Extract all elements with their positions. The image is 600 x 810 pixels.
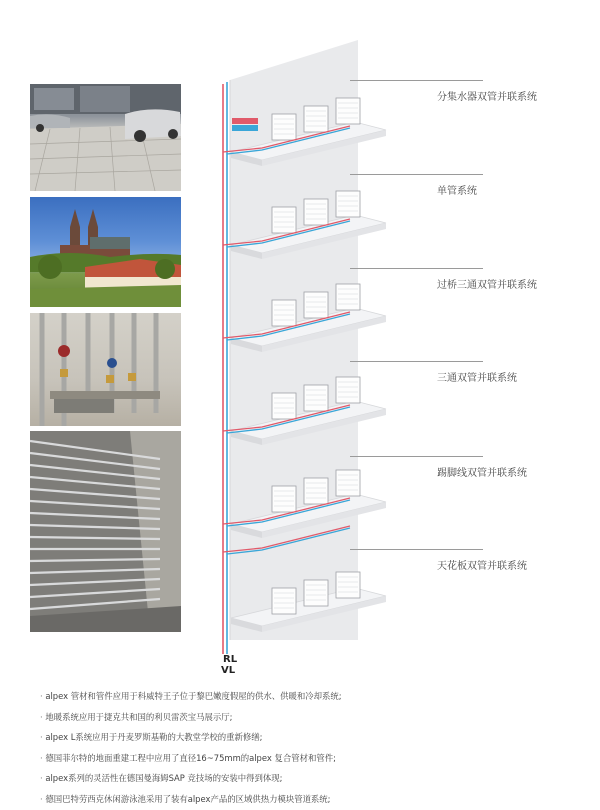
- manifold-supply-bar: [232, 118, 258, 124]
- radiator: [304, 478, 328, 504]
- project-notes-list: [40, 686, 580, 810]
- radiator: [336, 470, 360, 496]
- supply-line-label: VL: [221, 665, 236, 676]
- radiator: [336, 377, 360, 403]
- system-callout-line: [350, 456, 483, 457]
- radiator: [336, 191, 360, 217]
- radiator: [304, 106, 328, 132]
- project-note: · alpex系列的灵活性在德国曼海姆SAP 竞技场的安装中得到体现;: [40, 768, 580, 789]
- system-label: 单管系统: [437, 186, 477, 197]
- system-label: 分集水器双管并联系统: [437, 92, 537, 103]
- system-callout-line: [350, 549, 483, 550]
- return-line-label: RL: [223, 654, 238, 665]
- project-note: · 德国菲尔特的地面重建工程中应用了直径16~75mm的alpex 复合管材和管件;: [40, 748, 580, 769]
- radiator: [304, 580, 328, 606]
- system-callout-line: [350, 268, 483, 269]
- system-label: 天花板双管并联系统: [437, 561, 527, 572]
- project-note: · 德国巴特劳西克休闲游泳池采用了装有alpex产品的区域供热力模块管道系统;: [40, 789, 580, 810]
- system-label: 三通双管并联系统: [437, 373, 517, 384]
- system-callout-line: [350, 361, 483, 362]
- radiator: [272, 393, 296, 419]
- radiator: [272, 114, 296, 140]
- radiator: [336, 98, 360, 124]
- project-note: · alpex 管材和管件应用于科威特王子位于黎巴嫩度假屋的供水、供暖和冷却系统;: [40, 686, 580, 707]
- system-callout-line: [350, 80, 483, 81]
- radiator: [304, 199, 328, 225]
- radiator: [272, 300, 296, 326]
- system-label: 过桥三通双管并联系统: [437, 280, 537, 291]
- radiator: [336, 284, 360, 310]
- radiator: [272, 486, 296, 512]
- radiator: [272, 588, 296, 614]
- system-label: 踢脚线双管并联系统: [437, 468, 527, 479]
- radiator: [304, 292, 328, 318]
- radiator: [272, 207, 296, 233]
- manifold-return-bar: [232, 125, 258, 131]
- radiator: [336, 572, 360, 598]
- radiator: [304, 385, 328, 411]
- system-callout-line: [350, 174, 483, 175]
- project-note: · 地暖系统应用于捷克共和国的利贝雷茨宝马展示厅;: [40, 707, 580, 728]
- project-note: · alpex L系统应用于丹麦罗斯基勒的大教堂学校的重新修缮;: [40, 727, 580, 748]
